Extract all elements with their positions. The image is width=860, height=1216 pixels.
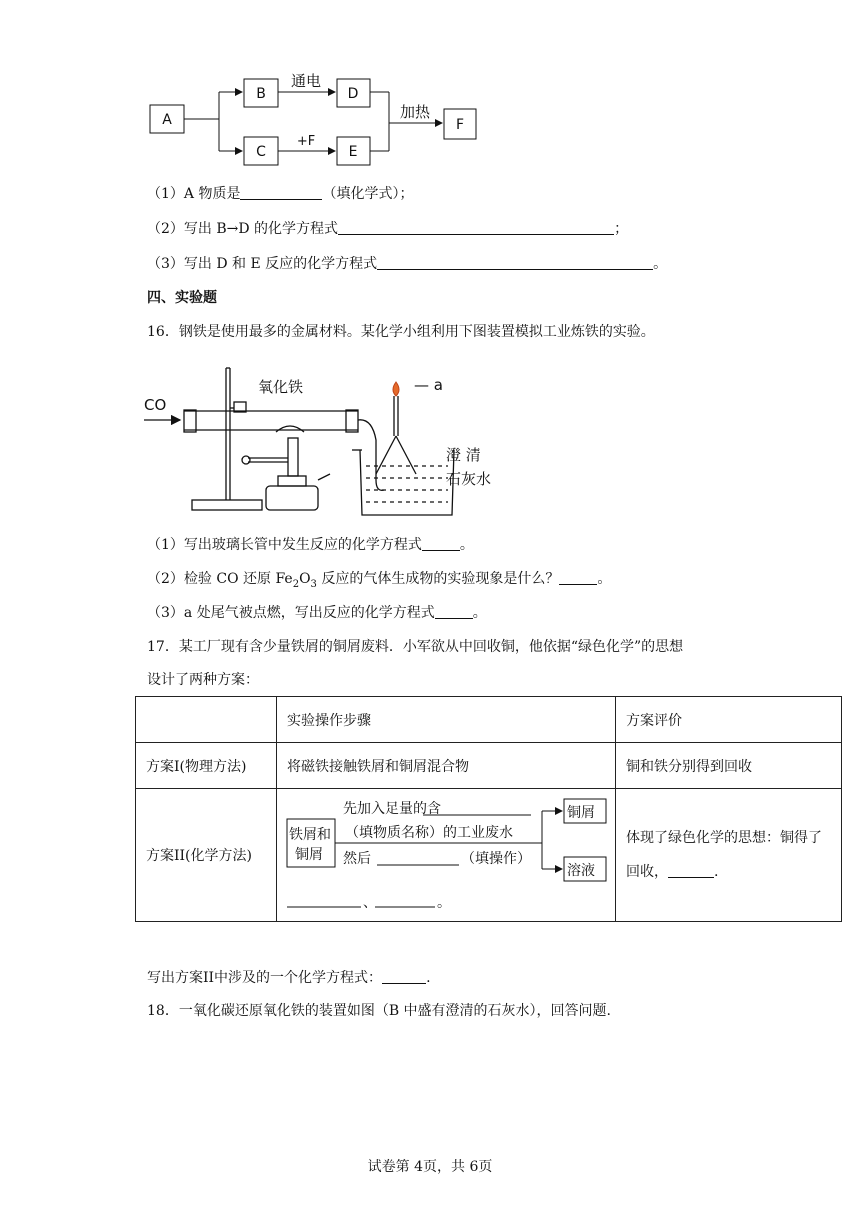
q15-sub2 <box>147 219 628 239</box>
flow-node-d: D <box>347 86 359 102</box>
q16-sub2-suffix: 。 <box>597 571 612 587</box>
limewater-label-line2: 石灰水 <box>446 470 492 488</box>
table-row <box>136 743 842 789</box>
page-footer: 试卷第 4页，共 6页 <box>367 1159 493 1175</box>
answer-blank[interactable] <box>382 969 426 984</box>
q16-sub3-suffix: 。 <box>472 605 487 621</box>
subscript: 3 <box>310 578 317 590</box>
iron-smelting-apparatus <box>140 350 520 522</box>
q16-sub3-text: （3）a 处尾气被点燃，写出反应的化学方程式 <box>147 605 435 621</box>
q16-sub2-question: 反应的气体生成物的实验现象是什么？ <box>316 571 560 587</box>
flow-edge-label-heating: 加热 <box>399 103 431 121</box>
plan-name-cell: 方案II(化学方法) <box>136 789 277 922</box>
step-text-line3: 然后 <box>343 851 371 867</box>
q15-sub3-suffix: 。 <box>653 256 668 272</box>
answer-blank[interactable] <box>240 185 322 200</box>
eval-line1: 体现了绿色化学的思想：铜得了 <box>626 830 822 846</box>
q15-sub1-text: （1）A 物质是 <box>147 186 241 202</box>
plan-steps-cell: 将磁铁接触铁屑和铜屑混合物 <box>277 743 616 789</box>
flame-a-label: — a <box>414 376 443 394</box>
eval-line2-text: 回收， <box>626 864 668 880</box>
table-header-cell: 方案评价 <box>616 697 842 743</box>
q17-intro: 17．某工厂现有含少量铁屑的铜屑废料．小军欲从中回收铜，他依据“绿色化学”的思想 <box>147 639 684 655</box>
q15-sub2-text: （2）写出 B→D 的化学方程式 <box>147 221 339 237</box>
q17-intro2: 设计了两种方案： <box>147 672 259 688</box>
answer-blank[interactable] <box>377 255 653 270</box>
q16-intro: 16．钢铁是使用最多的金属材料。某化学小组利用下图装置模拟工业炼铁的实验。 <box>147 324 655 340</box>
answer-blank[interactable] <box>559 570 597 585</box>
q15-sub1 <box>147 184 413 204</box>
q15-sub2-suffix: ； <box>614 221 629 237</box>
flow-edge-label-plus-f: +F <box>296 134 316 149</box>
plan-eval-cell: 铜和铁分别得到回收 <box>616 743 842 789</box>
flow-node-f: F <box>455 117 465 133</box>
q18-intro: 18．一氧化碳还原氧化铁的装置如图（B 中盛有澄清的石灰水），回答问题. <box>147 1003 612 1019</box>
q16-sub3 <box>147 603 487 623</box>
q16-sub2-text: （2）检验 CO 还原 Fe <box>147 571 293 587</box>
table-header-row <box>136 697 842 743</box>
q15-sub1-suffix: （填化学式）； <box>322 186 414 202</box>
table-header-cell <box>136 697 277 743</box>
subscript: 2 <box>292 578 300 590</box>
answer-blank[interactable] <box>422 536 460 551</box>
plan-table <box>135 696 842 922</box>
q16-sub1-text: （1）写出玻璃长管中发生反应的化学方程式 <box>147 537 422 553</box>
answer-blank[interactable] <box>338 220 614 235</box>
section-heading: 四、实验题 <box>147 290 217 306</box>
solution-product-box: 溶液 <box>567 863 595 879</box>
iron-oxide-label: 氧化铁 <box>258 378 304 396</box>
q17-equation-prompt <box>147 968 431 988</box>
flow-node-a: A <box>162 112 172 128</box>
eval-line2-suffix: . <box>714 864 719 880</box>
flow-node-c: C <box>256 144 266 160</box>
plan-name-cell: 方案I(物理方法) <box>136 743 277 789</box>
q17-equation-text: 写出方案II中涉及的一个化学方程式： <box>147 970 383 986</box>
flowchart-diagram <box>140 70 490 170</box>
step-line4-end: 。 <box>437 895 451 911</box>
q16-sub1-suffix: 。 <box>459 537 474 553</box>
q17-equation-suffix: . <box>426 970 431 986</box>
eval-line2 <box>626 855 831 889</box>
step-text-line1: 先加入足量的含 <box>343 801 441 817</box>
chemical-method-flow <box>277 789 615 921</box>
answer-blank[interactable] <box>668 863 714 878</box>
limewater-label-line1: 澄 清 <box>446 446 481 464</box>
q16-sub2 <box>147 569 611 595</box>
flow-edge-label-electrolysis: 通电 <box>290 72 322 90</box>
plan-eval-cell <box>616 789 842 922</box>
plan-steps-cell <box>277 789 616 922</box>
q15-sub3-text: （3）写出 D 和 E 反应的化学方程式 <box>147 256 378 272</box>
step-text-line3-suffix: （填操作） <box>461 851 531 867</box>
table-header-cell: 实验操作步骤 <box>277 697 616 743</box>
co-inlet-label: CO <box>144 396 167 414</box>
mixture-box-line1: 铁屑和 <box>289 827 331 843</box>
q16-sub1 <box>147 535 474 555</box>
q15-sub3 <box>147 254 667 274</box>
step-line4-separator: 、 <box>363 895 377 911</box>
flow-node-b: B <box>256 86 266 102</box>
flow-node-e: E <box>348 144 358 160</box>
q16-sub2-formula: O <box>299 571 311 587</box>
table-row <box>136 789 842 922</box>
copper-product-box: 铜屑 <box>567 805 595 821</box>
mixture-box-line2: 铜屑 <box>295 847 323 863</box>
step-text-line2: （填物质名称）的工业废水 <box>345 825 513 841</box>
answer-blank[interactable] <box>435 604 473 619</box>
